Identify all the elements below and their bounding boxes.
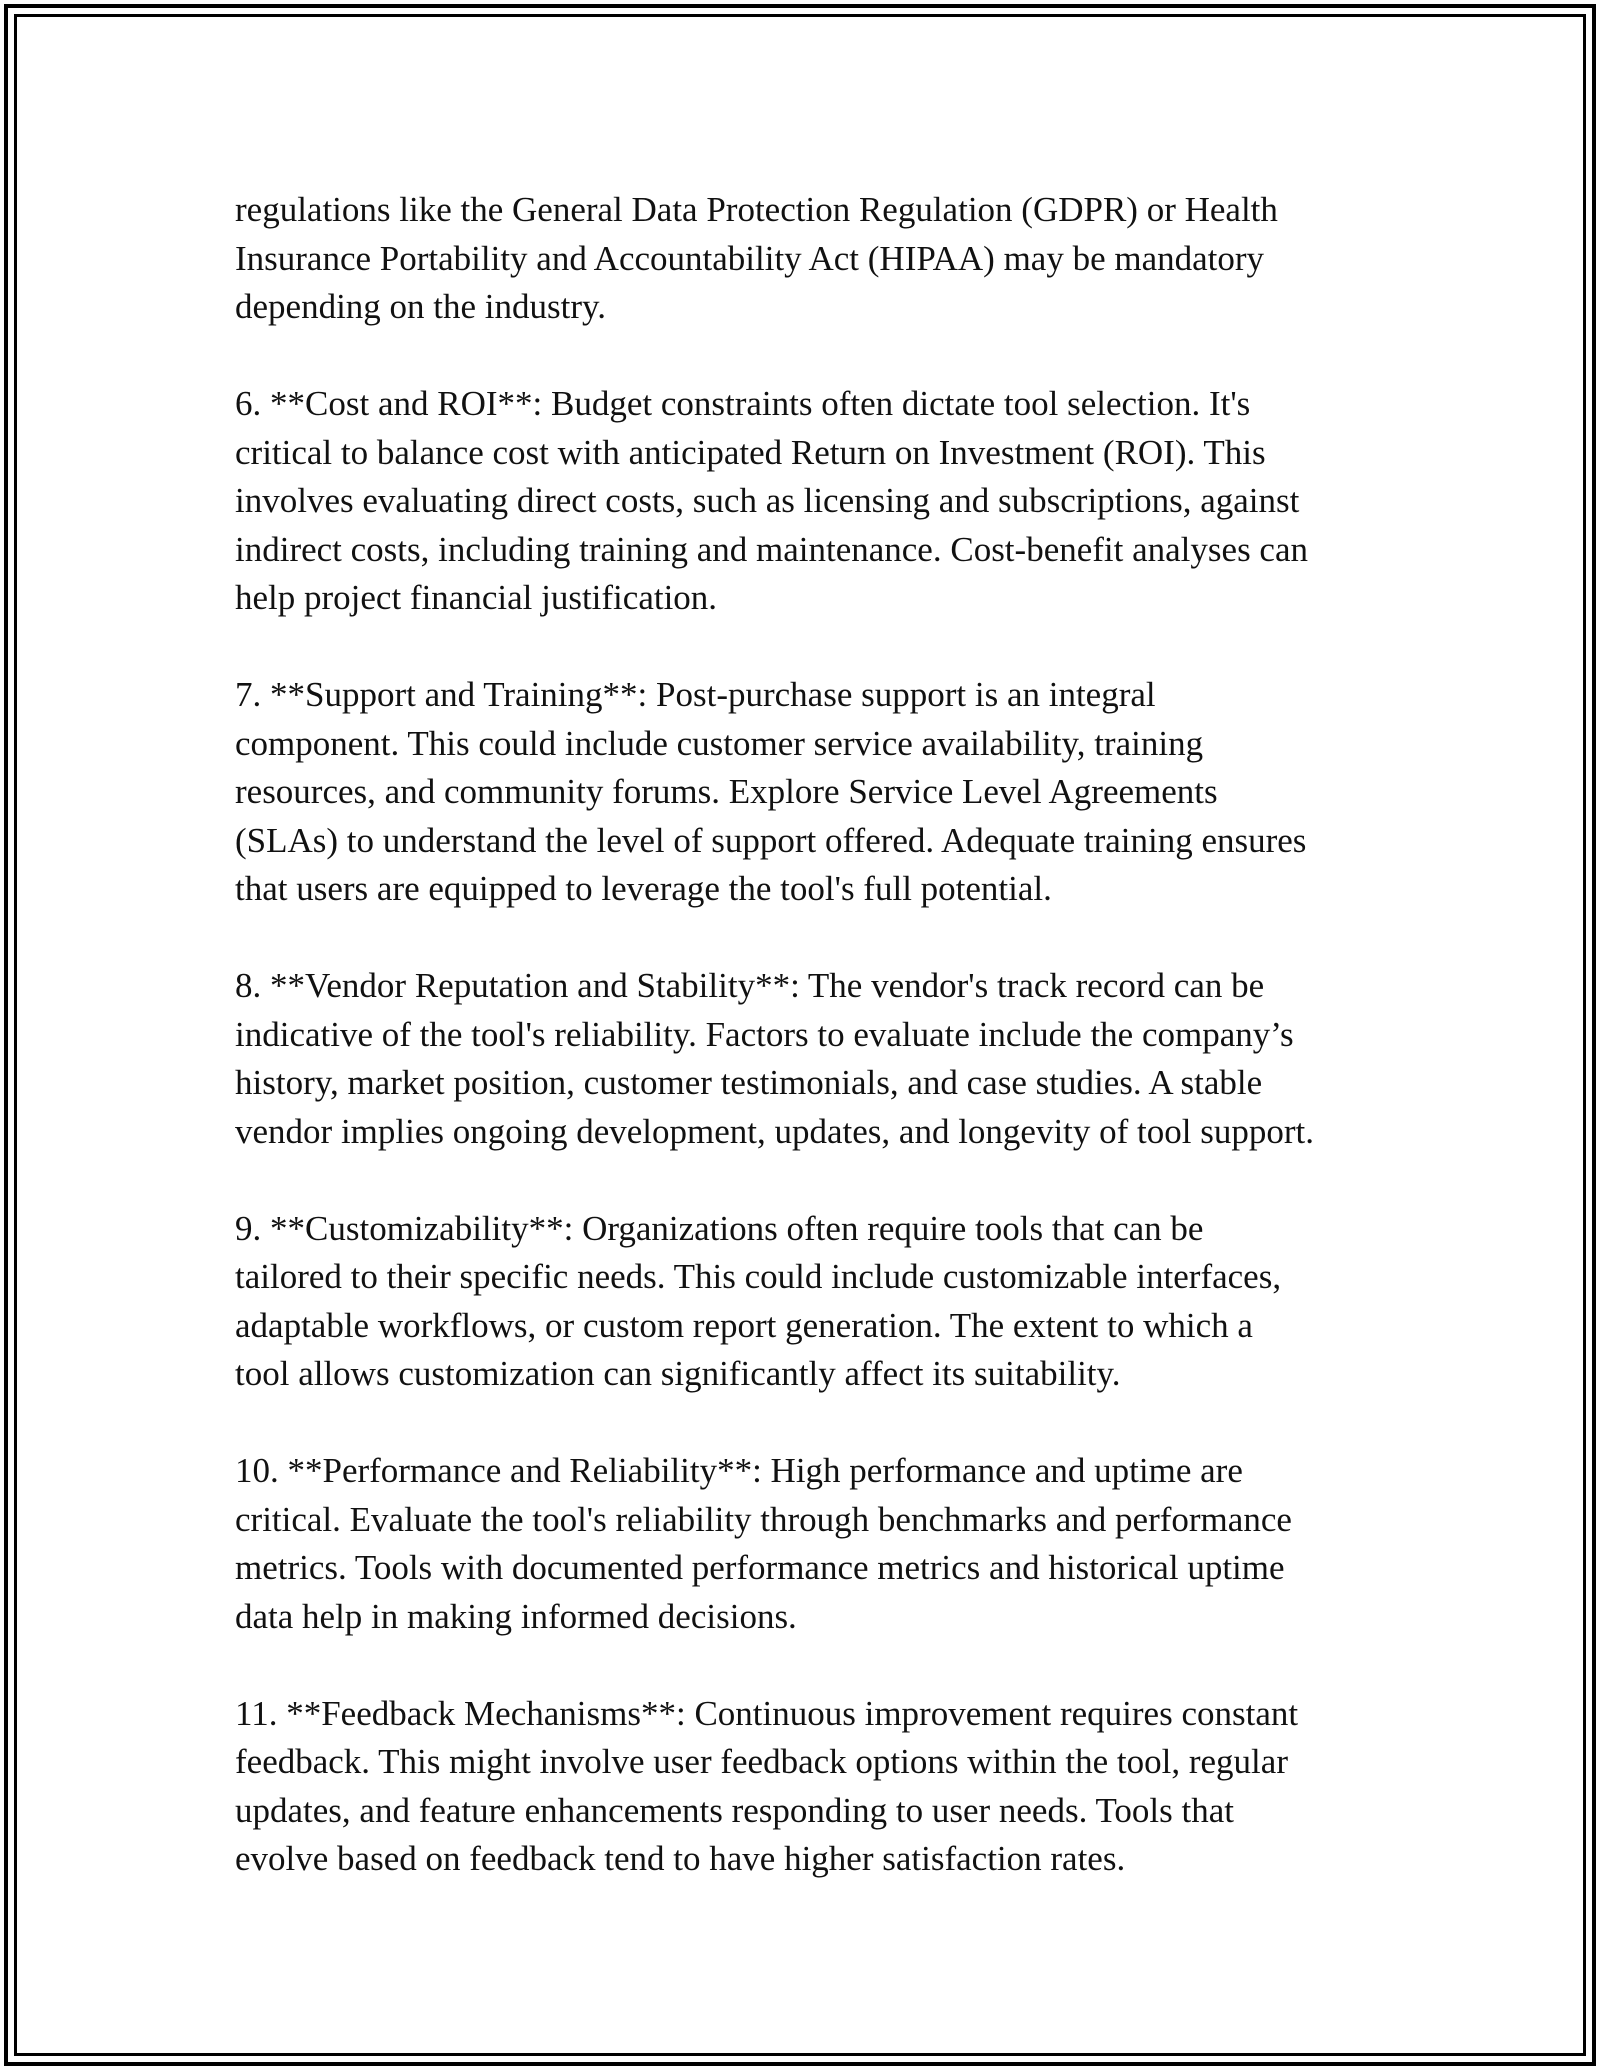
document-body [235, 186, 1385, 1932]
paragraph-support-and-training: 7. **Support and Training**: Post-purchase support is an integral component. This could include customer service availability, training resources, and community forums. Explore Service Level Agreements (SLAs) to understand the level of support offered. Adequate training ensures that users are equipped to leverage the tool's full potential. [235, 675, 1307, 908]
paragraph-customizability: 9. **Customizability**: Organizations often require tools that can be tailored to their specific needs. This could include customizable interfaces, adaptable workflows, or custom report generation. The extent to which a tool allows customization can significantly affect its suitability. [235, 1208, 1282, 1393]
paragraph-regulations-continued: regulations like the General Data Protection Regulation (GDPR) or Health Insurance Portability and Accountability Act (HIPAA) may be mandatory depending on the industry. [235, 190, 1278, 326]
paragraph-vendor-reputation: 8. **Vendor Reputation and Stability**: The vendor's track record can be indicative of the tool's reliability. Factors to evaluate include the company’s history, market position, customer testimonials, and case studies. A stable vendor implies ongoing development, updates, and longevity of tool support. [235, 966, 1315, 1151]
paragraph-performance-reliability: 10. **Performance and Reliability**: High performance and uptime are critical. Evaluate the tool's reliability through benchmarks and performance metrics. Tools with documented performance metrics and historical uptime data help in making informed decisions. [235, 1451, 1292, 1636]
paragraph-feedback-mechanisms: 11. **Feedback Mechanisms**: Continuous improvement requires constant feedback. This might involve user feedback options within the tool, regular updates, and feature enhancements responding to user needs. Tools that evolve based on feedback tend to have higher satisfaction rates. [235, 1693, 1299, 1878]
paragraph-cost-and-roi: 6. **Cost and ROI**: Budget constraints often dictate tool selection. It's critical to balance cost with anticipated Return on Investment (ROI). This involves evaluating direct costs, such as licensing and subscriptions, against indirect costs, including training and maintenance. Cost-benefit analyses can help project financial justification. [235, 384, 1309, 617]
